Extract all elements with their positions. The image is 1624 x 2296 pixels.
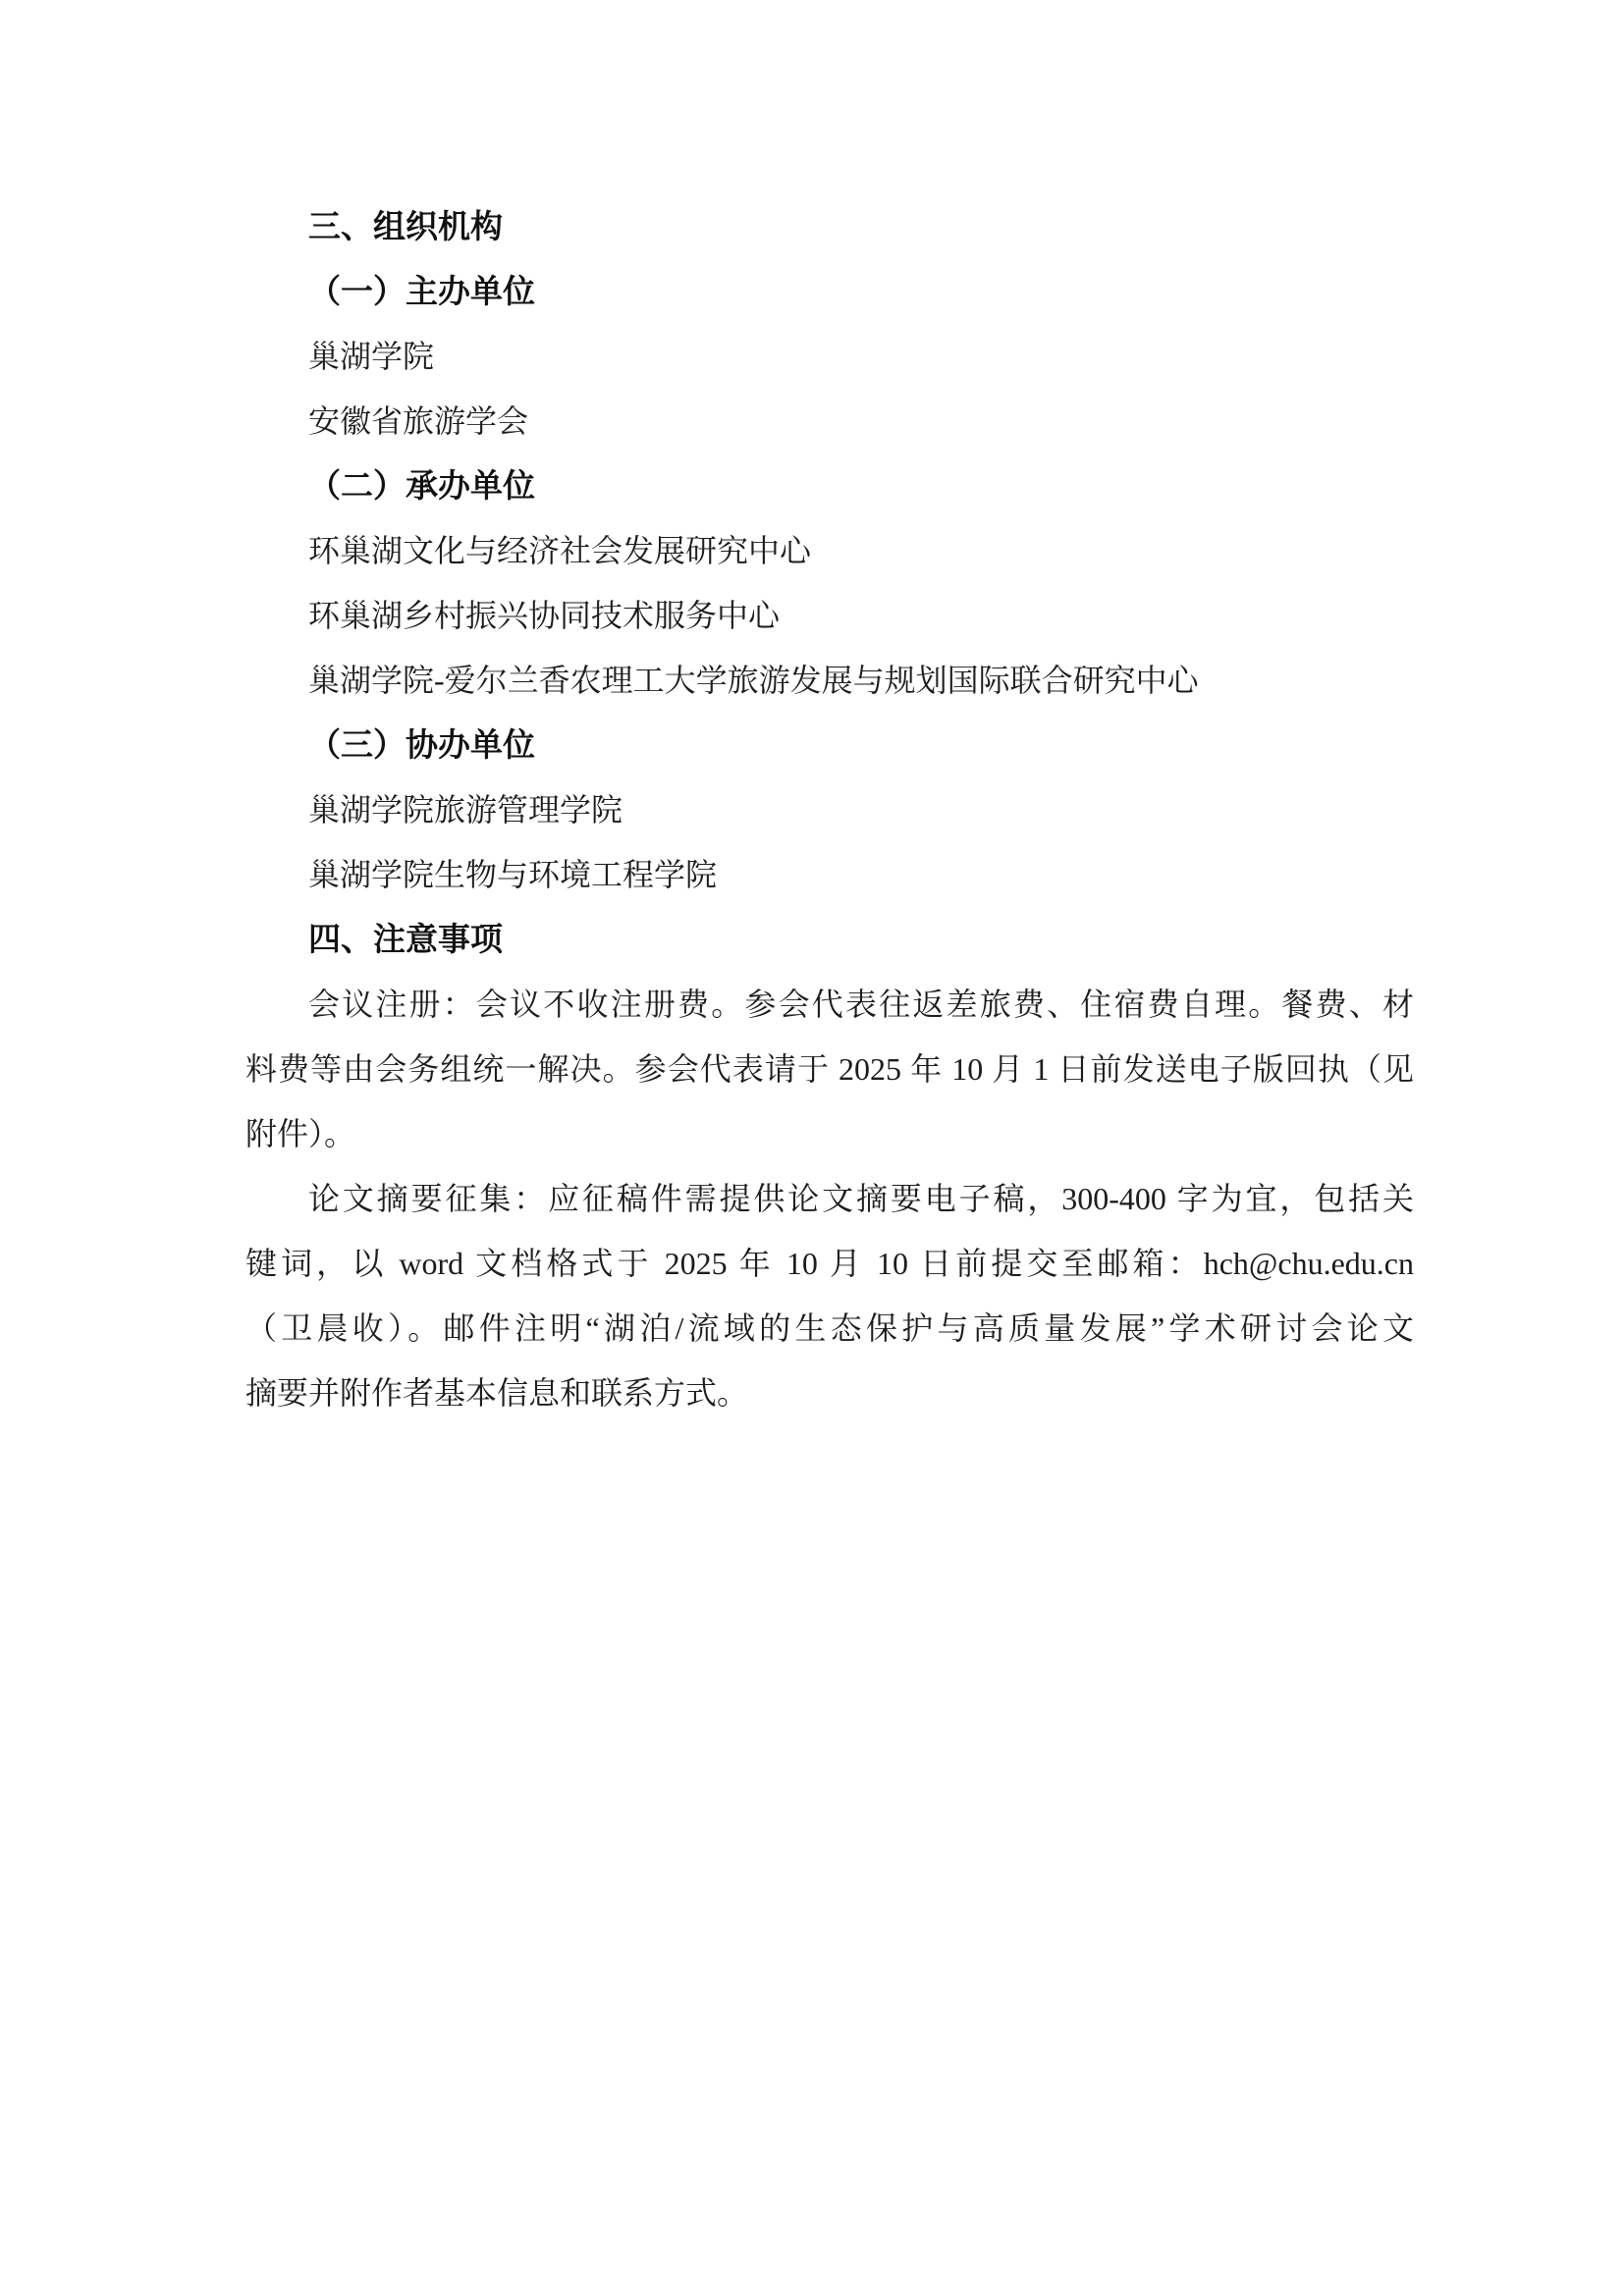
section-heading-notes: 四、注意事项 bbox=[308, 921, 503, 957]
document-content bbox=[245, 194, 1414, 1425]
undertaker-unit-item: 巢湖学院-爱尔兰香农理工大学旅游发展与规划国际联合研究中心 bbox=[308, 663, 1199, 698]
registration-paragraph-line: 料费等由会务组统一解决。参会代表请于 2025 年 10 月 1 日前发送电子版回执（见 bbox=[245, 1051, 1414, 1087]
undertaker-unit-item: 环巢湖乡村振兴协同技术服务中心 bbox=[308, 598, 781, 633]
subheading-undertaker-units: （二）承办单位 bbox=[308, 467, 535, 504]
abstract-paragraph-line: 键词，以 word 文档格式于 2025 年 10 月 10 日前提交至邮箱：hch@chu.edu.cn bbox=[245, 1246, 1414, 1281]
registration-paragraph-line: 会议注册：会议不收注册费。参会代表往返差旅费、住宿费自理。餐费、材 bbox=[308, 987, 1414, 1022]
abstract-paragraph-line: 论文摘要征集：应征稿件需提供论文摘要电子稿，300-400 字为宜，包括关 bbox=[308, 1181, 1414, 1216]
section-heading-organization: 三、组织机构 bbox=[308, 208, 503, 244]
host-unit-item: 巢湖学院 bbox=[308, 339, 435, 374]
undertaker-unit-item: 环巢湖文化与经济社会发展研究中心 bbox=[308, 533, 812, 568]
host-unit-item: 安徽省旅游学会 bbox=[308, 403, 529, 439]
abstract-paragraph-line: 摘要并附作者基本信息和联系方式。 bbox=[245, 1375, 749, 1411]
subheading-co-organizer-units: （三）协办单位 bbox=[308, 726, 535, 763]
abstract-paragraph-line: （卫晨收）。邮件注明“湖泊/流域的生态保护与高质量发展”学术研讨会论文 bbox=[245, 1310, 1414, 1346]
registration-paragraph-line: 附件）。 bbox=[245, 1116, 356, 1151]
co-organizer-unit-item: 巢湖学院旅游管理学院 bbox=[308, 792, 623, 828]
co-organizer-unit-item: 巢湖学院生物与环境工程学院 bbox=[308, 857, 718, 892]
subheading-host-units: （一）主办单位 bbox=[308, 273, 535, 309]
